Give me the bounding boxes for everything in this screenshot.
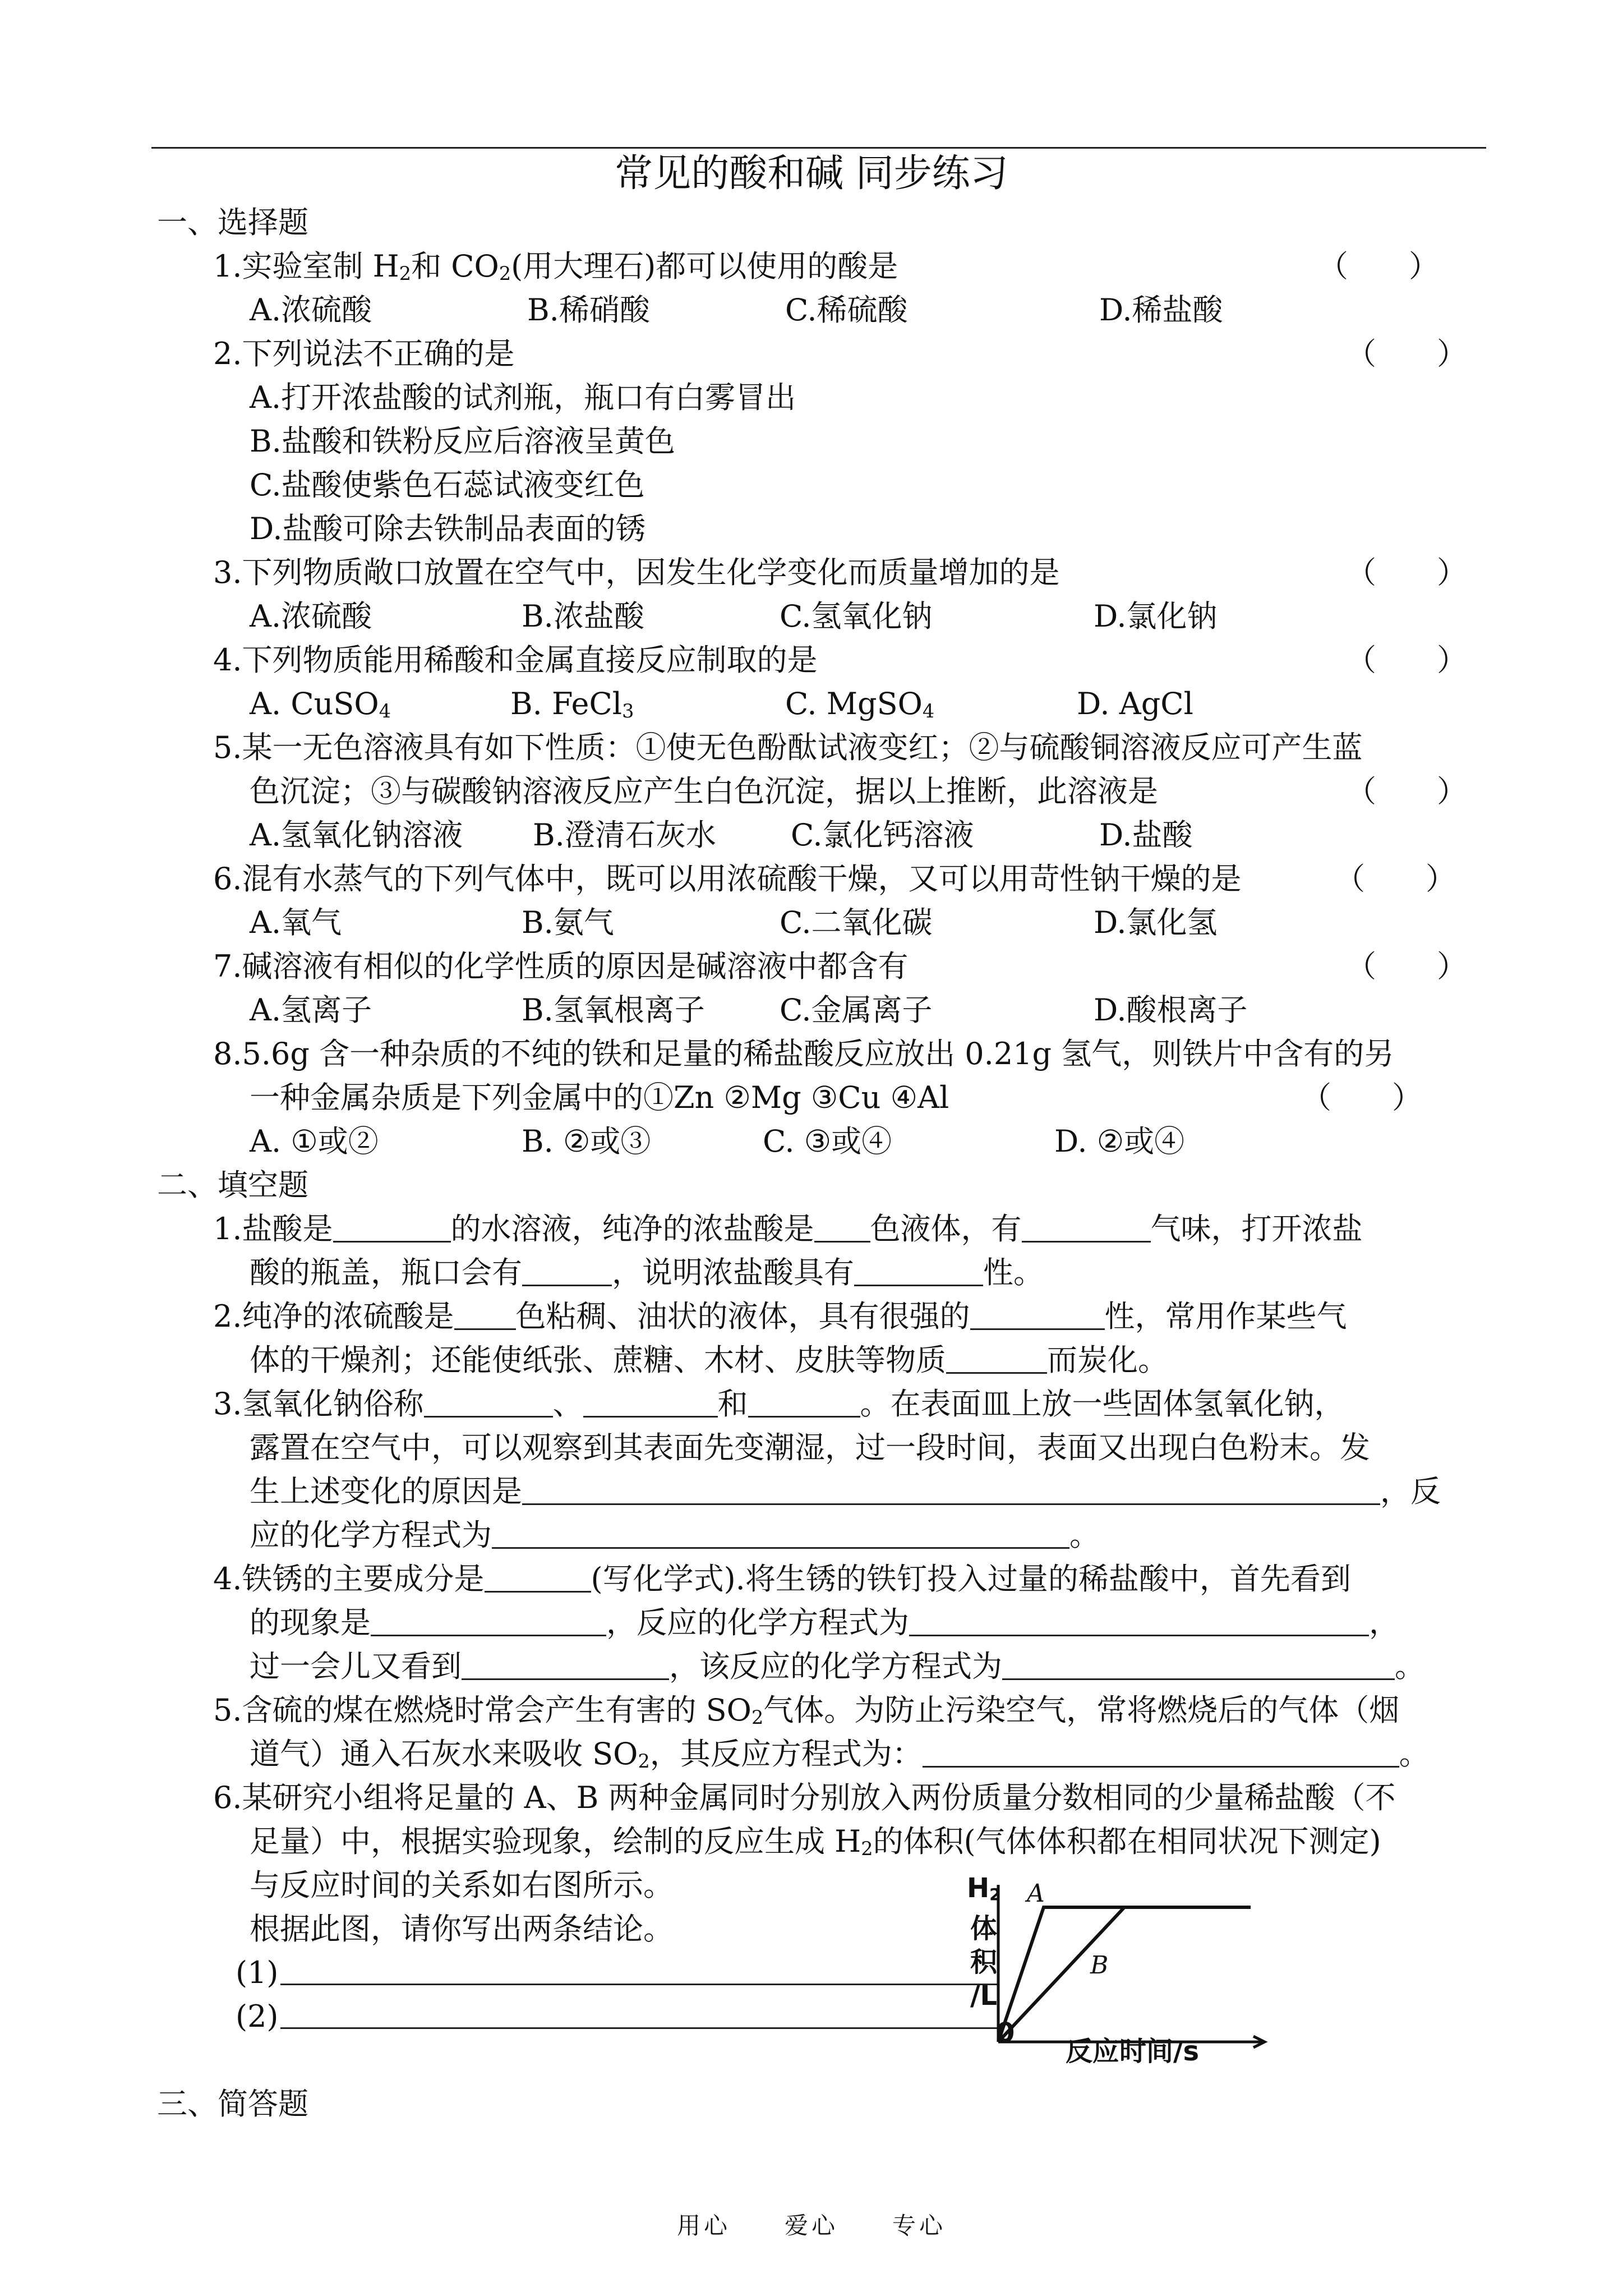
section-fill-heading: 二、填空题 bbox=[157, 1167, 308, 1203]
choice-q7-option: A.氢离子 bbox=[250, 992, 372, 1028]
choice-q1-stem: 1.实验室制 $H_2$和 $CO_2$(用大理石)都可以使用的酸是 bbox=[213, 249, 898, 285]
choice-q3-option: A.浓硫酸 bbox=[250, 599, 372, 634]
answer-paren[interactable]: （ ） bbox=[1301, 1080, 1422, 1115]
choice-q8-option: B. ②或③ bbox=[522, 1124, 651, 1159]
page-title: 常见的酸和碱 同步练习 bbox=[615, 151, 1008, 196]
answer-paren[interactable]: （ ） bbox=[1346, 336, 1467, 371]
fill-q6-line3: 与反应时间的关系如右图所示。 bbox=[250, 1867, 674, 1903]
answer-paren[interactable]: （ ） bbox=[1346, 555, 1467, 590]
choice-q7-stem: 7.碱溶液有相似的化学性质的原因是碱溶液中都含有 bbox=[213, 949, 909, 984]
answer-blank[interactable] bbox=[424, 1387, 553, 1418]
conclusion-1-label: (1) bbox=[236, 1955, 279, 1990]
choice-q8-stem: 8.5.6g 含一种杂质的不纯的铁和足量的稀盐酸反应放出 0.21g 氢气，则铁片中含有的另 bbox=[213, 1036, 1395, 1071]
answer-blank[interactable] bbox=[522, 1474, 1380, 1505]
answer-blank[interactable] bbox=[814, 1212, 870, 1243]
page-footer: 用心 爱心 专心 bbox=[676, 2212, 946, 2239]
choice-q3-option: C.氢氧化钠 bbox=[780, 599, 933, 634]
fill-q2-line2: 体的干燥剂；还能使纸张、蔗糖、木材、皮肤等物质 而炭化。 bbox=[250, 1342, 1168, 1378]
choice-q2-stem: 2.下列说法不正确的是 bbox=[213, 336, 515, 371]
choice-q1-option: B.稀硝酸 bbox=[527, 292, 650, 328]
choice-q6-option: A.氧气 bbox=[250, 905, 342, 940]
fill-q5-line2: 道气）通入石灰水来吸收 $SO_2$，其反应方程式为： 。 bbox=[250, 1736, 1430, 1773]
answer-blank[interactable] bbox=[946, 1343, 1047, 1374]
answer-blank[interactable] bbox=[333, 1212, 451, 1243]
choice-q2-option: C.盐酸使紫色石蕊试液变红色 bbox=[250, 467, 645, 503]
choice-q1-option: A.浓硫酸 bbox=[250, 292, 372, 328]
choice-q6-option: D.氯化氢 bbox=[1094, 905, 1218, 940]
answer-paren[interactable]: （ ） bbox=[1346, 774, 1467, 809]
conclusion-2-label: (2) bbox=[236, 1999, 279, 2034]
fill-q3-line3: 生上述变化的原因是 ，反 bbox=[250, 1474, 1441, 1509]
answer-blank[interactable] bbox=[371, 1605, 606, 1636]
answer-blank[interactable] bbox=[748, 1387, 860, 1418]
answer-blank[interactable] bbox=[583, 1387, 718, 1418]
choice-q5-option: A.氢氧化钠溶液 bbox=[250, 817, 463, 853]
choice-q8-option: A. ①或② bbox=[250, 1124, 379, 1159]
choice-q5-stem: 5.某一无色溶液具有如下性质：①使无色酚酞试液变红；②与硫酸铜溶液反应可产生蓝 bbox=[213, 730, 1363, 765]
choice-q4-option: A. CuSO$_4$ bbox=[250, 686, 391, 723]
choice-q8-option: C. ③或④ bbox=[763, 1124, 892, 1159]
choice-q8-option: D. ②或④ bbox=[1054, 1124, 1185, 1159]
answer-blank[interactable] bbox=[462, 1649, 669, 1680]
answer-paren[interactable]: （ ） bbox=[1318, 249, 1439, 284]
chart-x-label: 反应时间/s bbox=[1066, 2036, 1200, 2067]
choice-q7-option: C.金属离子 bbox=[780, 992, 933, 1028]
fill-q1-line2: 酸的瓶盖，瓶口会有 ，说明浓盐酸具有 性。 bbox=[250, 1255, 1044, 1290]
answer-blank[interactable] bbox=[454, 1299, 516, 1330]
answer-blank[interactable] bbox=[492, 1518, 1069, 1549]
fill-q4-line1: 4.铁锈的主要成分是 (写化学式).将生锈的铁钉投入过量的稀盐酸中，首先看到 bbox=[213, 1561, 1351, 1596]
series-label-b: B bbox=[1090, 1951, 1109, 1980]
choice-q4-option: D. AgCl bbox=[1077, 686, 1193, 721]
answer-blank[interactable] bbox=[522, 1255, 612, 1286]
choice-q5-stem-cont: 色沉淀；③与碳酸钠溶液反应产生白色沉淀，据以上推断，此溶液是 bbox=[250, 774, 1158, 809]
fill-q6-line4: 根据此图，请你写出两条结论。 bbox=[250, 1911, 674, 1947]
choice-q7-option: B.氢氧根离子 bbox=[522, 992, 705, 1028]
choice-q4-stem: 4.下列物质能用稀酸和金属直接反应制取的是 bbox=[213, 642, 818, 678]
choice-q3-option: B.浓盐酸 bbox=[522, 599, 644, 634]
choice-q6-option: B.氨气 bbox=[522, 905, 614, 940]
answer-paren[interactable]: （ ） bbox=[1335, 861, 1456, 896]
answer-paren[interactable]: （ ） bbox=[1346, 949, 1467, 984]
fill-q6-line1: 6.某研究小组将足量的 A、B 两种金属同时分别放入两份质量分数相同的少量稀盐酸（不 bbox=[213, 1780, 1396, 1815]
fill-q4-line3: 过一会儿又看到 ，该反应的化学方程式为 。 bbox=[250, 1649, 1425, 1684]
section-short-heading: 三、简答题 bbox=[157, 2086, 308, 2122]
choice-q7-option: D.酸根离子 bbox=[1094, 992, 1248, 1028]
section-choice-heading: 一、选择题 bbox=[157, 205, 308, 240]
choice-q3-stem: 3.下列物质敞口放置在空气中，因发生化学变化而质量增加的是 bbox=[213, 555, 1060, 590]
fill-q2-line1: 2.纯净的浓硫酸是 色粘稠、油状的液体，具有很强的 性，常用作某些气 bbox=[213, 1299, 1347, 1334]
answer-blank[interactable] bbox=[909, 1605, 1369, 1636]
fill-q5-line1: 5.含硫的煤在燃烧时常会产生有害的 $SO_2$气体。为防止污染空气，常将燃烧后的气体（烟 bbox=[213, 1692, 1400, 1729]
choice-q8-stem-cont: 一种金属杂质是下列金属中的①Zn ②Mg ③Cu ④Al bbox=[250, 1080, 949, 1115]
fill-q3-line1: 3.氢氧化钠俗称 、 和 。在表面皿上放一些固体氢氧化钠， bbox=[213, 1386, 1345, 1421]
choice-q1-option: D.稀盐酸 bbox=[1099, 292, 1223, 328]
choice-q3-option: D.氯化钠 bbox=[1094, 599, 1218, 634]
fill-q3-line4: 应的化学方程式为 。 bbox=[250, 1517, 1100, 1553]
choice-q4-option: C. MgSO$_4$ bbox=[785, 686, 935, 723]
choice-q1-option: C.稀硫酸 bbox=[785, 292, 908, 328]
choice-q4-option: B. FeCl$_3$ bbox=[510, 686, 634, 723]
series-line-a bbox=[998, 1907, 1251, 2042]
series-label-a: A bbox=[1027, 1879, 1045, 1908]
choice-q6-option: C.二氧化碳 bbox=[780, 905, 933, 940]
fill-q4-line2: 的现象是 ，反应的化学方程式为 ， bbox=[250, 1605, 1399, 1640]
conclusion-2-line[interactable] bbox=[280, 2027, 998, 2029]
choice-q5-option: C.氯化钙溶液 bbox=[791, 817, 974, 853]
answer-blank[interactable] bbox=[1002, 1649, 1395, 1680]
conclusion-1-line[interactable] bbox=[280, 1984, 998, 1985]
answer-blank[interactable] bbox=[485, 1562, 591, 1593]
choice-q2-option: D.盐酸可除去铁制品表面的锈 bbox=[250, 511, 646, 546]
choice-q6-stem: 6.混有水蒸气的下列气体中，既可以用浓硫酸干燥，又可以用苛性钠干燥的是 bbox=[213, 861, 1242, 896]
choice-q2-option: B.盐酸和铁粉反应后溶液呈黄色 bbox=[250, 424, 675, 459]
answer-blank[interactable] bbox=[854, 1255, 983, 1286]
fill-q3-line2: 露置在空气中，可以观察到其表面先变潮湿，过一段时间，表面又出现白色粉末。发 bbox=[250, 1430, 1370, 1465]
fill-q6-line2: 足量）中，根据实验现象，绘制的反应生成 $H_2$的体积(气体体积都在相同状况下测定) bbox=[250, 1824, 1381, 1860]
answer-paren[interactable]: （ ） bbox=[1346, 642, 1467, 678]
answer-blank[interactable] bbox=[923, 1737, 1399, 1768]
choice-q5-option: D.盐酸 bbox=[1099, 817, 1193, 853]
choice-q2-option: A.打开浓盐酸的试剂瓶，瓶口有白雾冒出 bbox=[250, 380, 796, 415]
chart-origin-label: 0 bbox=[996, 2017, 1015, 2049]
choice-q5-option: B.澄清石灰水 bbox=[533, 817, 716, 853]
fill-q1-line1: 1.盐酸是 的水溶液，纯净的浓盐酸是 色液体，有 气味，打开浓盐 bbox=[213, 1211, 1363, 1246]
answer-blank[interactable] bbox=[970, 1299, 1105, 1330]
chart-y-label: $H_2$ 体 积 /L bbox=[967, 1872, 1001, 2012]
answer-blank[interactable] bbox=[1022, 1212, 1151, 1243]
